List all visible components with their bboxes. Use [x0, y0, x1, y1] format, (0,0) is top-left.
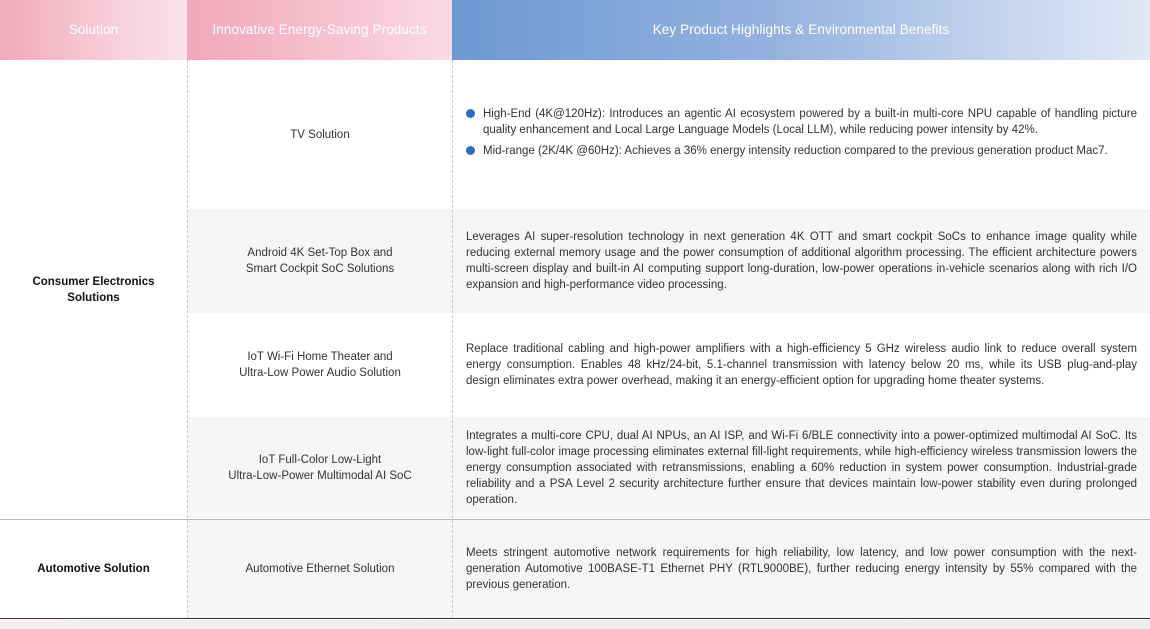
highlight-text: Integrates a multi-core CPU, dual AI NPUs, an AI ISP, and Wi-Fi 6/BLE connectivity into a power-optimized multimodal AI SoC. Its low-light full-color image processing eliminates external fill-light requirements, while high-efficiency wireless transmission lowers the energy consumption associated with retransmissions, enabling a 60% reduction in system power consumption. Industrial-grade reliability and a PSA Level 2 security architecture further ensure that devices maintain low-power stability even during prolonged operation. — [466, 430, 1137, 506]
table-row-tv-solution — [188, 60, 1150, 209]
highlight-text: Meets stringent automotive network requirements for high reliability, low latency, and low power consumption with the next-generation Automotive 100BASE-T1 Ethernet PHY (RTL9000BE), further reducing energy intensity by 55% compared with the previous generation. — [466, 547, 1137, 591]
table-row-multimodal-soc — [188, 417, 1150, 519]
product-name-line1: Automotive Ethernet Solution — [245, 563, 395, 575]
group-label-line1: Automotive Solution — [37, 563, 150, 575]
header-solution: Solution — [0, 0, 187, 60]
product-name — [188, 209, 452, 313]
product-name-line2: Smart Cockpit SoC Solutions — [245, 263, 395, 275]
bullet-icon — [466, 109, 475, 118]
bullet-icon — [466, 146, 475, 155]
product-highlights — [466, 60, 1137, 209]
highlight-text: Leverages AI super-resolution technology in next generation 4K OTT and smart cockpit SoCs to enhance image quality while reducing external memory usage and the power consumption of additional algorithm processing. The efficient architecture powers multi-screen display and built-in AI computing support long-duration, low-power operations in-vehicle scenarios along with rich I/O expansion and high-performance video processing. — [466, 231, 1137, 291]
product-name-line2: Ultra-Low Power Audio Solution — [239, 367, 401, 379]
column-divider — [187, 60, 188, 618]
group-automotive — [0, 520, 187, 618]
product-name-line1: Android 4K Set-Top Box and — [247, 247, 393, 259]
group-label-line1: Consumer Electronics — [32, 275, 155, 288]
table-row-android-stb — [188, 209, 1150, 313]
highlight-text: High-End (4K@120Hz): Introduces an agentic AI ecosystem powered by a built-in multi-core NPU capable of handling picture quality enhancement and Local Large Language Models (Local LLM), while reducing power intensity by 42%. — [483, 107, 1137, 136]
product-name-line2: Ultra-Low-Power Multimodal AI SoC — [228, 470, 412, 482]
table-bottom-border — [0, 618, 1150, 619]
product-highlights — [466, 520, 1137, 618]
product-highlights — [466, 417, 1137, 519]
product-name — [188, 60, 452, 209]
page-footer-strip — [0, 620, 1150, 629]
product-name-line1: TV Solution — [290, 128, 350, 141]
highlight-text: Replace traditional cabling and high-power amplifiers with a high-efficiency 5 GHz wireless audio link to reduce overall system energy consumption. Enables 48 kHz/24-bit, 5.1-channel transmission with latency below 20 ms, while its USB plug-and-play design eliminates extra power overhead, making it an energy-efficient option for upgrading home theater systems. — [466, 343, 1137, 387]
highlight-list — [466, 106, 1137, 164]
table-header — [0, 0, 1150, 60]
highlight-item — [466, 106, 1137, 138]
highlight-text: Mid-range (2K/4K @60Hz): Achieves a 36% energy intensity reduction compared to the previous generation product Mac7. — [483, 144, 1108, 157]
product-highlights — [466, 313, 1137, 417]
header-highlights: Key Product Highlights & Environmental Benefits — [452, 0, 1150, 60]
product-highlights — [466, 209, 1137, 313]
product-name — [188, 417, 452, 519]
group-label-line2: Solutions — [67, 291, 120, 304]
group-consumer-electronics — [0, 60, 187, 519]
column-divider — [452, 60, 453, 618]
product-name-line1: IoT Full-Color Low-Light — [258, 454, 382, 466]
table-row-home-theater — [188, 313, 1150, 417]
table-row-automotive-ethernet — [188, 520, 1150, 618]
header-products: Innovative Energy-Saving Products — [187, 0, 452, 60]
product-name — [188, 313, 452, 417]
product-name — [188, 520, 452, 618]
group-separator — [0, 519, 1150, 520]
highlight-item — [466, 143, 1137, 159]
product-name-line1: IoT Wi-Fi Home Theater and — [247, 351, 393, 363]
